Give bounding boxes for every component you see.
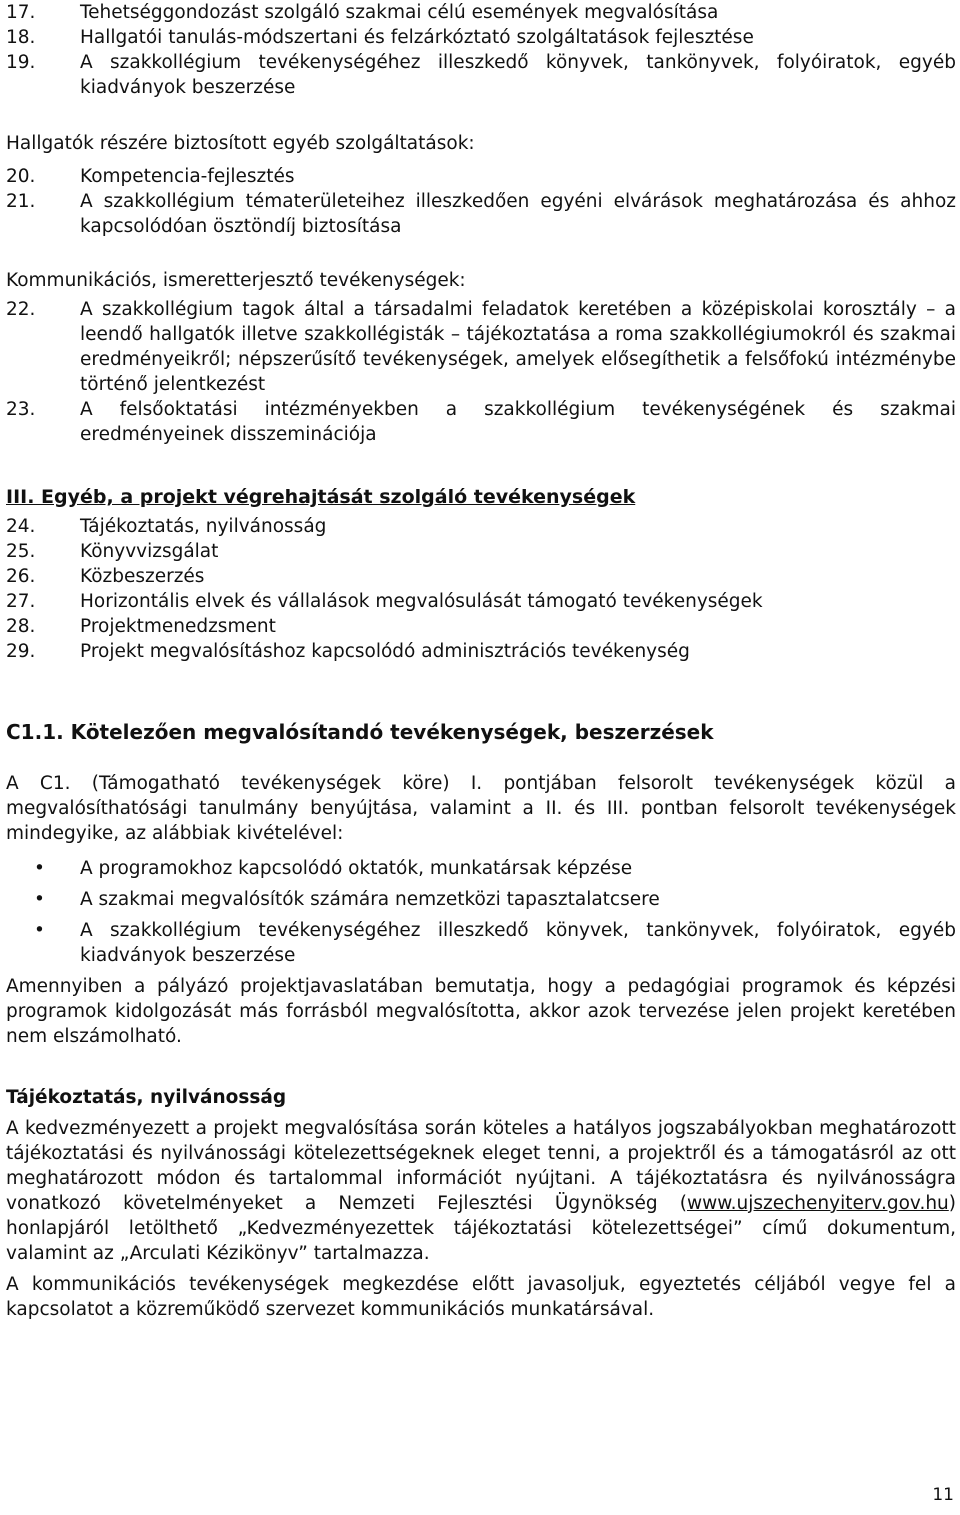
list-text: Horizontális elvek és vállalások megvalósulását támogató tevékenységek — [80, 591, 763, 612]
bullet-item — [6, 856, 956, 881]
list-number: 20. — [6, 166, 36, 187]
c11-after: Amennyiben a pályázó projektjavaslatában bemutatja, hogy a pedagógiai programok és képzési programok kidolgozását más forrásból megvalósította, akkor azok tervezése jelen projekt keretében nem elszámolható. — [6, 976, 956, 1047]
list-text: Kompetencia-fejlesztés — [80, 166, 295, 187]
list-item — [6, 164, 956, 189]
list-number: 18. — [6, 27, 36, 48]
list-top — [6, 0, 956, 100]
paragraph-text: A kedvezményezett a projekt megvalósítása során köteles a hatályos jogszabályokban meghatározott tájékoztatási és nyilvánossági kötelezettségeknek eleget tenni, a projektről és a támogatásról az ott meghatározott módon és tartalommal információt nyújtani. A tájékoztatásra és nyilvánosságra vonatkozó követelményeket a Nemzeti Fejlesztési Ügynökség ( — [6, 1118, 956, 1214]
tajekoztatas-paragraph-1 — [6, 1116, 956, 1266]
bullet-text: A szakmai megvalósítók számára nemzetközi tapasztalatcsere — [80, 889, 660, 910]
list-text: Tehetséggondozást szolgáló szakmai célú események megvalósítása — [80, 2, 719, 23]
list-text: Projekt megvalósításhoz kapcsolódó adminisztrációs tevékenység — [80, 641, 690, 662]
spacer — [6, 239, 956, 264]
list-text: A felsőoktatási intézményekben a szakkollégium tevékenységének és szakmai eredményeinek disszeminációja — [80, 399, 956, 445]
list-text: A szakkollégium tématerületeihez illeszkedően egyéni elvárások meghatározása és ahhoz kapcsolódóan ösztöndíj biztosítása — [80, 191, 956, 237]
section-label-kommunikacios: Kommunikációs, ismeretterjesztő tevékenységek: — [6, 270, 466, 291]
paragraph-text: ) honlapjáról letölthető „Kedvezményezettek tájékoztatási kötelezettségei” című dokumentum, valamint az „Arculati Kézikönyv” tartalmazza. — [6, 1193, 956, 1264]
list-number: 17. — [6, 2, 36, 23]
list-item — [6, 189, 956, 239]
list-number: 25. — [6, 541, 36, 562]
list-item — [6, 397, 956, 447]
list-item — [6, 639, 956, 664]
section-heading-c11: C1.1. Kötelezően megvalósítandó tevékenységek, beszerzések — [6, 720, 714, 744]
list-text: Tájékoztatás, nyilvánosság — [80, 516, 327, 537]
list-text: Könyvvizsgálat — [80, 541, 219, 562]
list-iii — [6, 514, 956, 664]
list-number: 28. — [6, 616, 36, 637]
page-number: 11 — [932, 1485, 954, 1505]
list-number: 21. — [6, 191, 36, 212]
bullet-text: A szakkollégium tevékenységéhez illeszkedő könyvek, tankönyvek, folyóiratok, egyéb kiadványok beszerzése — [80, 920, 956, 966]
bullet-glyph: • — [34, 858, 45, 879]
list-number: 29. — [6, 641, 36, 662]
list-number: 24. — [6, 516, 36, 537]
list-item — [6, 0, 956, 25]
list-text: Közbeszerzés — [80, 566, 205, 587]
website-link[interactable]: www.ujszechenyiterv.gov.hu — [686, 1193, 949, 1214]
list-text: A szakkollégium tevékenységéhez illeszkedő könyvek, tankönyvek, folyóiratok, egyéb kiadványok beszerzése — [80, 52, 956, 98]
c11-intro: A C1. (Támogatható tevékenységek köre) I. pontjában felsorolt tevékenységek közül a megvalósíthatósági tanulmány benyújtása, valamint a II. és III. pontban felsorolt tevékenységek mindegyike, az alábbiak kivételével: — [6, 773, 956, 844]
document-page — [6, 0, 956, 1322]
list-text: Hallgatói tanulás-módszertani és felzárkóztató szolgáltatások fejlesztése — [80, 27, 754, 48]
list-item — [6, 25, 956, 50]
list-item — [6, 564, 956, 589]
list-item — [6, 539, 956, 564]
list-number: 19. — [6, 52, 36, 73]
list-number: 27. — [6, 591, 36, 612]
list-number: 26. — [6, 566, 36, 587]
bullet-text: A programokhoz kapcsolódó oktatók, munkatársak képzése — [80, 858, 633, 879]
section-heading-tajekoztatas: Tájékoztatás, nyilvánosság — [6, 1087, 287, 1108]
tajekoztatas-paragraph-2: A kommunikációs tevékenységek megkezdése előtt javasoljuk, egyeztetés céljából vegye fel a kapcsolatot a közreműködő szervezet kommunikációs munkatársával. — [6, 1274, 956, 1320]
bullet-glyph: • — [34, 920, 45, 941]
list-item — [6, 514, 956, 539]
list-item — [6, 614, 956, 639]
spacer — [6, 100, 956, 125]
list-text: Projektmenedzsment — [80, 616, 276, 637]
list-text: A szakkollégium tagok által a társadalmi feladatok keretében a középiskolai korosztály – a leendő hallgatók illetve szakkollégisták – tájékoztatása a roma szakkollégiumokról és szakmai eredményeikről; népszerűsítő tevékenységek, amelyek elősegíthetik a felsőfokú intézménybe történő jelentkezést — [80, 299, 956, 395]
list-item — [6, 589, 956, 614]
list-item — [6, 50, 956, 100]
section-label-hallgatok: Hallgatók részére biztosított egyéb szolgáltatások: — [6, 133, 475, 154]
bullet-glyph: • — [34, 889, 45, 910]
section-heading-iii: III. Egyéb, a projekt végrehajtását szolgáló tevékenységek — [6, 486, 636, 508]
list-item — [6, 297, 956, 397]
list-kommunikacios — [6, 297, 956, 447]
list-number: 22. — [6, 299, 36, 320]
bullet-item — [6, 887, 956, 912]
list-number: 23. — [6, 399, 36, 420]
bullet-item — [6, 918, 956, 968]
list-hallgatok — [6, 164, 956, 239]
